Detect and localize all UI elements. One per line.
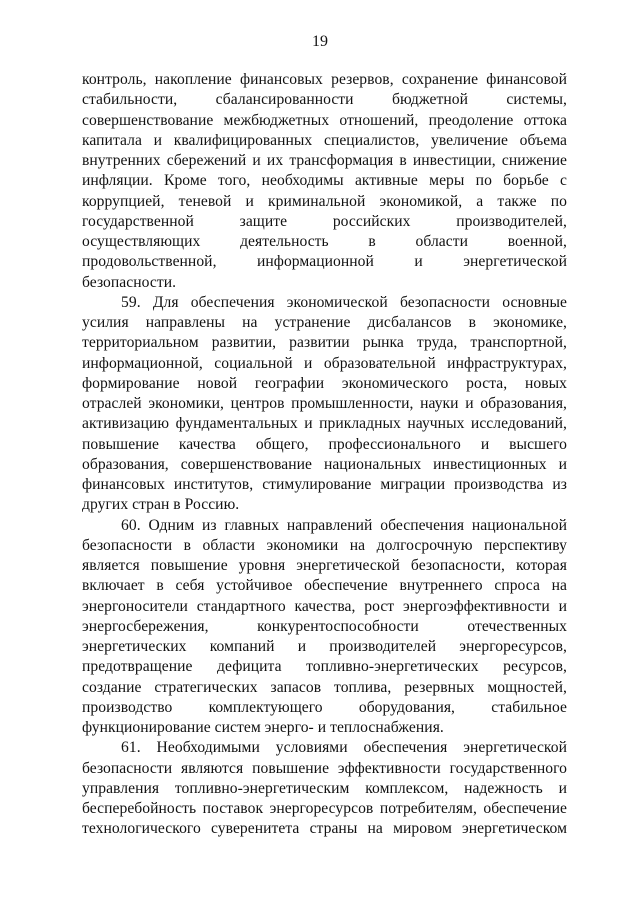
text-line: осуществляющих деятельность в области военной, [82, 233, 567, 250]
text-line: энергосбережения, конкурентоспособности отечественных [82, 617, 567, 635]
text-line: контроль, накопление финансовых резервов, сохранение финансовой [82, 71, 567, 88]
text-line: формирование новой географии экономического роста, новых [82, 374, 567, 392]
text-line: информационной, социальной и образовательной инфраструктурах, [82, 354, 567, 372]
text-line: территориальном развитии, развитии рынка труда, транспортной, [82, 334, 567, 352]
paragraph-continuation [82, 70, 567, 293]
text-line: стабильности, сбалансированности бюджетной системы, [82, 91, 567, 109]
text-line: энергетических компаний и производителей энергоресурсов, [82, 638, 567, 655]
text-line: повышение качества общего, профессионального и высшего [82, 435, 567, 453]
paragraph-paragraph-61 [82, 738, 567, 839]
paragraph-paragraph-60 [82, 516, 567, 739]
text-line: бесперебойность поставок энергоресурсов потребителям, обеспечение [82, 800, 567, 817]
text-line: безопасности в области экономики на долгосрочную перспективу [82, 536, 567, 554]
text-line: других стран в Россию. [82, 496, 240, 514]
text-line: коррупцией, теневой и криминальной экономикой, а также по [82, 192, 567, 210]
text-line: является повышение уровня энергетической безопасности, которая [82, 557, 567, 574]
text-line: усилия направлены на устранение дисбалансов в экономике, [82, 314, 567, 331]
text-line: управления топливно-энергетическим комплексом, надежность и [82, 779, 567, 797]
text-line: производство комплектующего оборудования, стабильное [82, 698, 567, 716]
text-line: 61. Необходимыми условиями обеспечения энергетической [121, 739, 567, 757]
text-line: безопасности. [82, 273, 177, 291]
text-line: совершенствование межбюджетных отношений, преодоление оттока [82, 111, 567, 129]
page-number: 19 [312, 33, 328, 50]
text-line: активизацию фундаментальных и прикладных научных исследований, [82, 415, 567, 433]
text-line: капитала и квалифицированных специалистов, увеличение объема [82, 131, 567, 149]
text-line: включает в себя устойчивое обеспечение внутреннего спроса на [82, 577, 567, 595]
text-line: государственной защите российских производителей, [82, 212, 567, 230]
text-line: предотвращение дефицита топливно-энергетических ресурсов, [82, 658, 567, 676]
paragraph-paragraph-59 [82, 293, 567, 516]
text-line: 59. Для обеспечения экономической безопасности основные [121, 293, 567, 311]
text-line: образования, совершенствование национальных инвестиционных и [82, 455, 567, 473]
text-line: технологического суверенитета страны на мировом энергетическом [82, 820, 567, 838]
text-line: безопасности являются повышение эффективности государственного [82, 759, 567, 777]
text-line: функционирование систем энерго- и теплоснабжения. [82, 719, 444, 736]
text-line: 60. Одним из главных направлений обеспечения национальной [121, 516, 567, 534]
body-text [82, 70, 567, 840]
text-line: отраслей экономики, центров промышленности, науки и образования, [82, 395, 567, 412]
text-line: продовольственной, информационной и энергетической [82, 253, 567, 271]
text-line: энергоносители стандартного качества, рост энергоэффективности и [82, 597, 567, 615]
text-line: финансовых институтов, стимулирование миграции производства из [82, 476, 567, 493]
text-line: внутренних сбережений и их трансформация в инвестиции, снижение [82, 152, 567, 169]
text-line: инфляции. Кроме того, необходимы активные меры по борьбе с [82, 172, 567, 190]
text-line: создание стратегических запасов топлива, резервных мощностей, [82, 678, 567, 696]
